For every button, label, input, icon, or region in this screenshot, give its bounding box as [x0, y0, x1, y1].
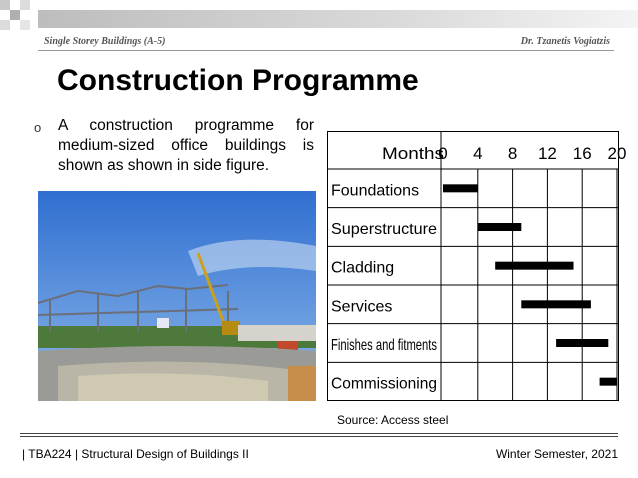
task-bar	[556, 339, 608, 347]
header-divider	[38, 50, 614, 51]
column-header-months: Months	[382, 144, 444, 163]
task-bar	[495, 262, 573, 270]
construction-programme-chart	[327, 131, 627, 401]
footer-course	[22, 447, 249, 461]
footer-divider	[20, 433, 618, 434]
task-bar	[600, 378, 617, 386]
task-label: Commissioning	[331, 375, 437, 393]
footer-divider-second	[20, 436, 618, 437]
tick-label: 20	[607, 144, 627, 163]
corner-decoration	[0, 0, 40, 40]
task-bar	[478, 223, 522, 231]
task-bar	[521, 300, 591, 308]
footer-separator: |	[22, 447, 26, 461]
footer-semester: Winter Semester, 2021	[495, 447, 618, 461]
tick-label: 12	[537, 144, 557, 163]
task-label: Foundations	[331, 182, 420, 200]
task-label: Finishes and fitments	[331, 337, 437, 354]
task-bar	[443, 184, 478, 192]
header-bar	[38, 10, 638, 28]
footer-course-code: TBA224	[28, 447, 72, 461]
tick-label: 0	[438, 144, 448, 163]
footer-course-title: Structural Design of Buildings II	[81, 447, 249, 461]
tick-label: 4	[473, 144, 483, 163]
header-author: Dr. Tzanetis Vogiatzis	[520, 36, 610, 47]
construction-site-photo	[38, 191, 316, 401]
figure-source: Source: Access steel	[337, 413, 449, 427]
tick-label: 16	[572, 144, 592, 163]
task-label: Cladding	[331, 259, 395, 277]
header-course-section: Single Storey Buildings (A-5)	[44, 36, 166, 47]
tick-label: 8	[507, 144, 518, 163]
bullet-marker: o	[34, 120, 42, 135]
slide-title: Construction Programme	[57, 64, 419, 97]
footer-separator-2: |	[74, 447, 79, 461]
task-label: Superstructure	[331, 221, 438, 238]
task-label: Services	[331, 298, 393, 316]
bullet-text: A construction programme for medium-sized office buildings is shown as shown in side figure.	[58, 117, 314, 174]
